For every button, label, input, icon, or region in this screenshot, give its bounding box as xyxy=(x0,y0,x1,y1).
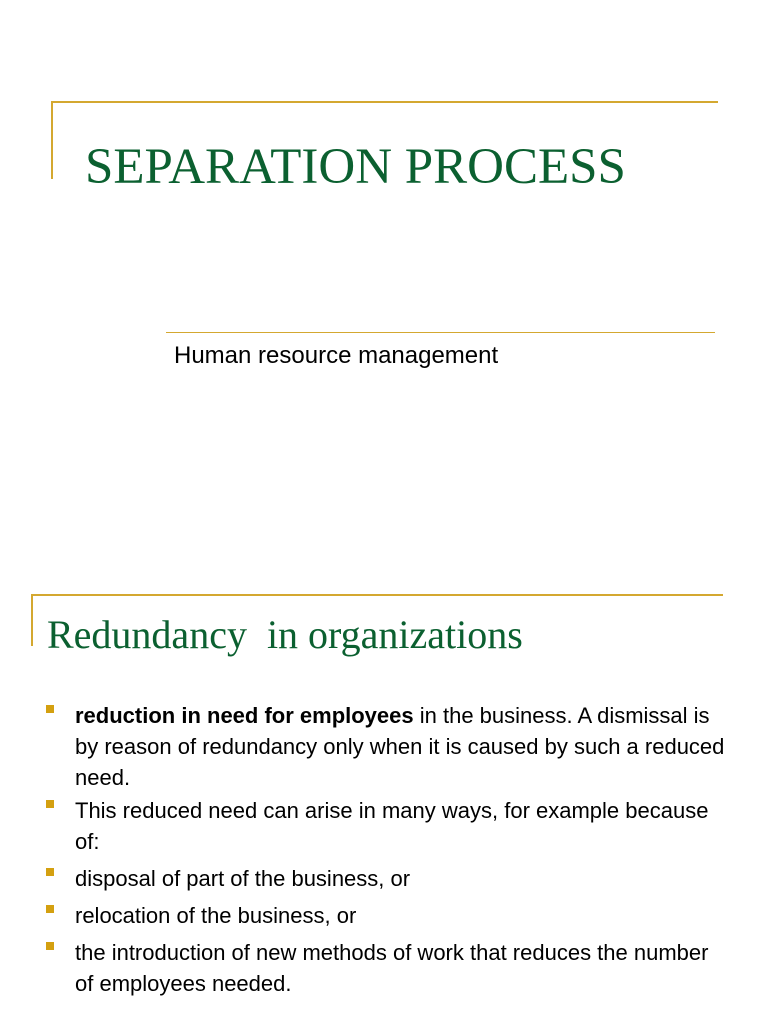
accent-line-left xyxy=(31,594,33,646)
bullet-body-text: the introduction of new methods of work that reduces the number of employees needed. xyxy=(75,940,709,996)
bullet-bold-text: reduction in need for employees xyxy=(75,703,414,728)
bullet-body-text: This reduced need can arise in many ways, for example because of: xyxy=(75,798,709,854)
subtitle-divider xyxy=(166,332,715,333)
slide-title: SEPARATION PROCESS xyxy=(85,139,626,195)
bullet-body-text: relocation of the business, or xyxy=(75,903,357,928)
square-bullet-icon xyxy=(46,800,54,808)
square-bullet-icon xyxy=(46,868,54,876)
bullet-text xyxy=(75,863,725,894)
square-bullet-icon xyxy=(46,942,54,950)
accent-line-top xyxy=(51,101,718,103)
bullet-body-text: disposal of part of the business, or xyxy=(75,866,411,891)
bullet-text xyxy=(75,900,725,931)
slide-subtitle: Human resource management xyxy=(174,342,499,369)
accent-line-top xyxy=(31,594,723,596)
accent-line-left xyxy=(51,101,53,179)
bullet-text xyxy=(75,795,725,857)
bullet-text xyxy=(75,700,725,793)
bullet-body-text: in the business. A dismissal is by reason of redundancy only when it is caused by such a reduced need. xyxy=(75,703,725,790)
square-bullet-icon xyxy=(46,905,54,913)
square-bullet-icon xyxy=(46,705,54,713)
slide-title: Redundancy in organizations xyxy=(47,612,523,657)
bullet-text xyxy=(75,937,725,999)
content-slide xyxy=(0,560,768,1024)
